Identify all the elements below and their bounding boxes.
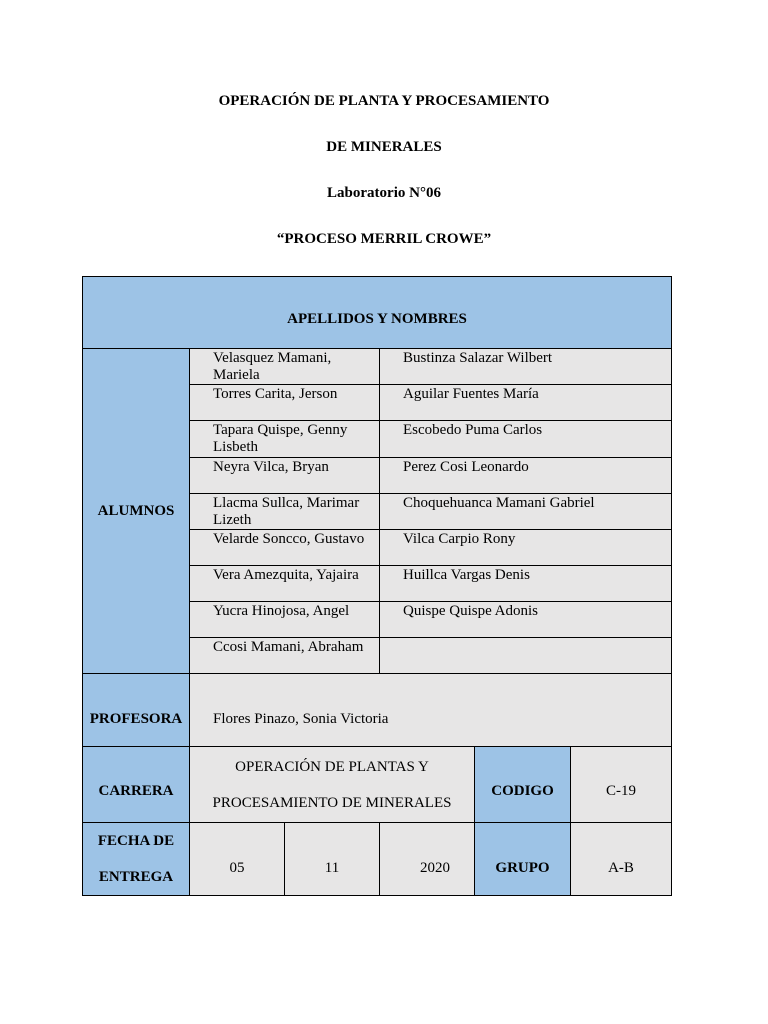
student-cell: Yucra Hinojosa, Angel (190, 602, 380, 638)
student-cell: Torres Carita, Jerson (190, 385, 380, 421)
fecha-month: 11 (285, 823, 380, 896)
fecha-label (83, 823, 190, 896)
fecha-year: 2020 (380, 823, 475, 896)
alumnos-label: ALUMNOS (83, 349, 190, 674)
student-cell: Llacma Sullca, Marimar Lizeth (190, 494, 380, 530)
fecha-label-line1: FECHA DE (97, 833, 175, 849)
carrera-value-line1: OPERACIÓN DE PLANTAS Y (235, 758, 429, 775)
student-cell (380, 638, 672, 674)
student-cell: Escobedo Puma Carlos (380, 421, 672, 458)
names-header: APELLIDOS Y NOMBRES (83, 277, 672, 349)
grupo-label: GRUPO (475, 823, 571, 896)
document-title-line2: DE MINERALES (326, 139, 442, 155)
fecha-label-line2: ENTREGA (98, 869, 174, 885)
carrera-label: CARRERA (83, 747, 190, 823)
codigo-value: C-19 (571, 747, 672, 823)
student-cell: Ccosi Mamani, Abraham (190, 638, 380, 674)
student-cell: Velarde Soncco, Gustavo (190, 530, 380, 566)
grupo-value: A-B (571, 823, 672, 896)
student-cell: Huillca Vargas Denis (380, 566, 672, 602)
fecha-day: 05 (190, 823, 285, 896)
lab-subtitle: “PROCESO MERRIL CROWE” (276, 231, 492, 247)
student-cell: Vilca Carpio Rony (380, 530, 672, 566)
document-title-line1: OPERACIÓN DE PLANTA Y PROCESAMIENTO (218, 93, 550, 109)
codigo-label: CODIGO (475, 747, 571, 823)
carrera-value-line2: PROCESAMIENTO DE MINERALES (212, 794, 452, 811)
student-cell: Vera Amezquita, Yajaira (190, 566, 380, 602)
student-cell: Bustinza Salazar Wilbert (380, 349, 672, 385)
student-cell: Aguilar Fuentes María (380, 385, 672, 421)
info-table (82, 276, 672, 896)
lab-number: Laboratorio N°06 (327, 185, 441, 201)
student-cell: Choquehuanca Mamani Gabriel (380, 494, 672, 530)
student-cell: Neyra Vilca, Bryan (190, 458, 380, 494)
student-cell: Quispe Quispe Adonis (380, 602, 672, 638)
student-cell: Perez Cosi Leonardo (380, 458, 672, 494)
carrera-value (190, 747, 475, 823)
profesora-value: Flores Pinazo, Sonia Victoria (190, 674, 672, 747)
student-cell: Tapara Quispe, Genny Lisbeth (190, 421, 380, 458)
student-cell: Velasquez Mamani, Mariela (190, 349, 380, 385)
profesora-label: PROFESORA (83, 674, 190, 747)
